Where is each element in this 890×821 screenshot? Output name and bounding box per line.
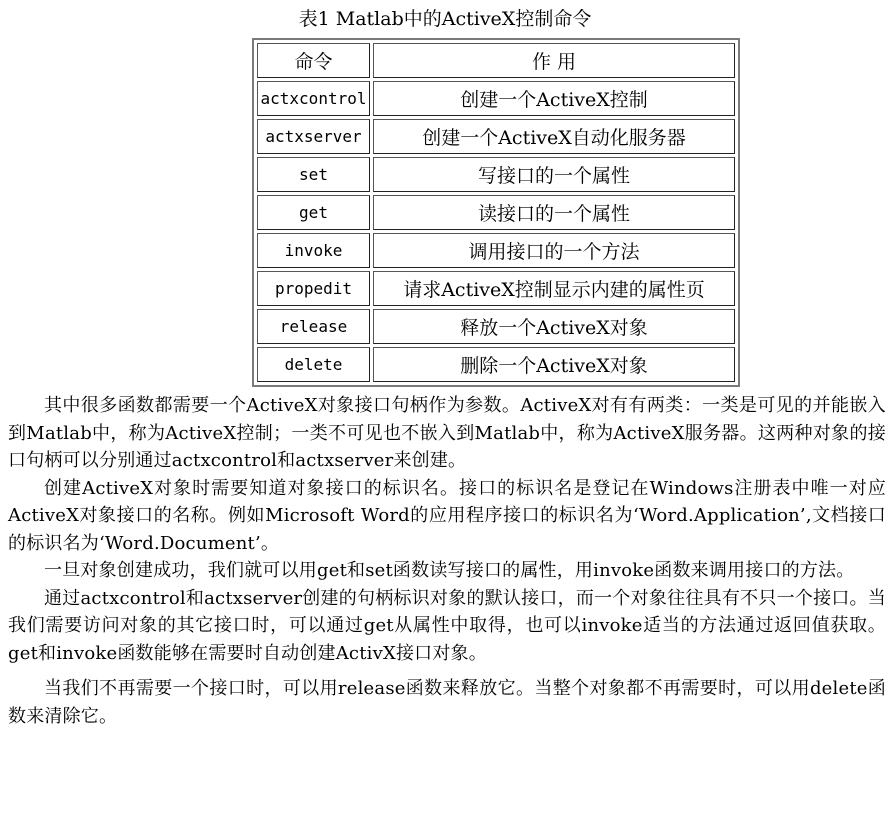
table-row — [257, 119, 735, 154]
command-cell: invoke — [257, 233, 370, 268]
paragraph: 通过actxcontrol和actxserver创建的句柄标识对象的默认接口，而一个对象往往具有不只一个接口。当我们需要访问对象的其它接口时，可以通过get从属性中取得，也可以invoke适当的方法通过返回值获取。get和invoke函数能够在需要时自动创建ActivX接口对象。 — [8, 587, 886, 664]
description-cell: 删除一个ActiveX对象 — [373, 347, 735, 382]
table-row — [257, 271, 735, 306]
command-cell: propedit — [257, 271, 370, 306]
description-cell: 释放一个ActiveX对象 — [373, 309, 735, 344]
table-caption: 表1 Matlab中的ActiveX控制命令 — [298, 8, 592, 30]
table-row — [257, 81, 735, 116]
paragraph: 其中很多函数都需要一个ActiveX对象接口句柄作为参数。ActiveX对有有两类：一类是可见的并能嵌入到Matlab中，称为ActiveX控制；一类不可见也不嵌入到Matlab中，称为ActiveX服务器。这两种对象的接口句柄可以分别通过actxcontrol和actxserver来创建。 — [8, 395, 886, 471]
command-cell: actxserver — [257, 119, 370, 154]
description-cell: 创建一个ActiveX自动化服务器 — [373, 119, 735, 154]
table-row — [257, 233, 735, 268]
body-text — [8, 392, 886, 730]
table-header-row — [257, 43, 735, 78]
description-cell: 读接口的一个属性 — [373, 195, 735, 230]
command-table — [252, 38, 740, 387]
command-cell: release — [257, 309, 370, 344]
description-cell: 写接口的一个属性 — [373, 157, 735, 192]
command-cell: delete — [257, 347, 370, 382]
header-function: 作 用 — [373, 43, 735, 78]
table-row — [257, 195, 735, 230]
table-row — [257, 157, 735, 192]
table-row — [257, 347, 735, 382]
command-cell: set — [257, 157, 370, 192]
command-cell: actxcontrol — [257, 81, 370, 116]
paragraph: 当我们不再需要一个接口时，可以用release函数来释放它。当整个对象都不再需要时，可以用delete函数来清除它。 — [8, 678, 886, 727]
paragraph: 一旦对象创建成功，我们就可以用get和set函数读写接口的属性，用invoke函数来调用接口的方法。 — [44, 560, 855, 581]
command-table-container — [252, 38, 740, 387]
description-cell: 创建一个ActiveX控制 — [373, 81, 735, 116]
paragraph: 创建ActiveX对象时需要知道对象接口的标识名。接口的标识名是登记在Windows注册表中唯一对应ActiveX对象接口的名称。例如Microsoft Word的应用程序接口的标识名为‘Word.Application’,文档接口的标识名为‘Word.Document’。 — [8, 477, 886, 554]
header-command: 命令 — [257, 43, 370, 78]
command-cell: get — [257, 195, 370, 230]
description-cell: 调用接口的一个方法 — [373, 233, 735, 268]
description-cell: 请求ActiveX控制显示内建的属性页 — [373, 271, 735, 306]
table-row — [257, 309, 735, 344]
